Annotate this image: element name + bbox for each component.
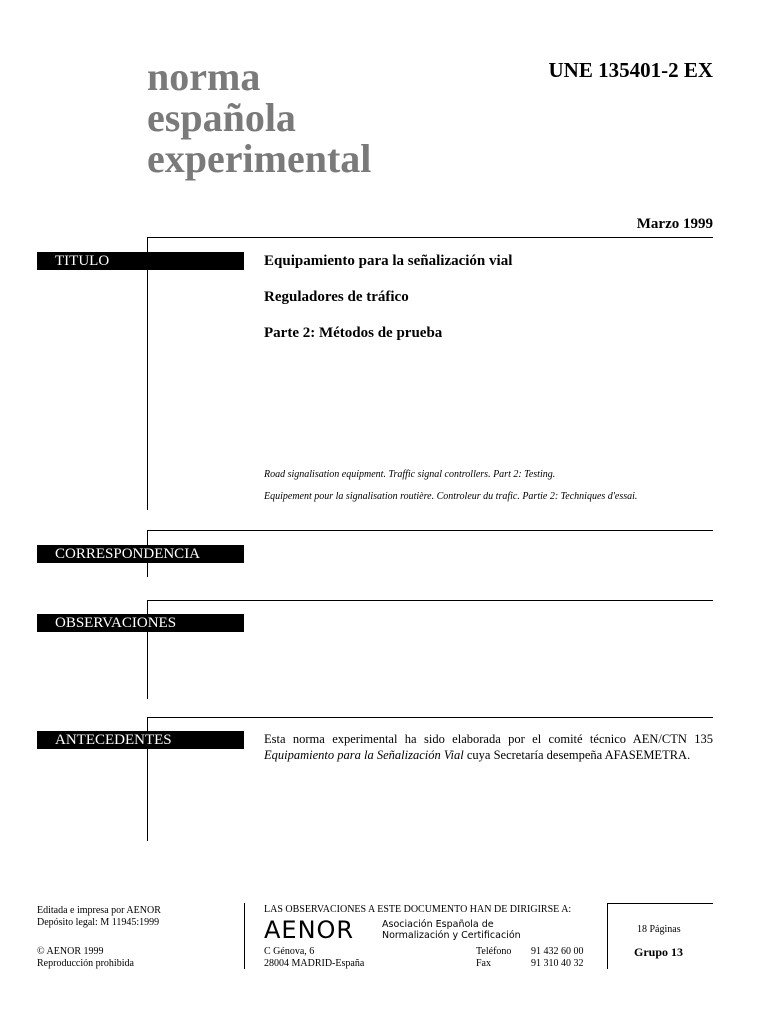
fax-number: 91 310 40 32 — [531, 958, 584, 969]
title-line-1: Equipamiento para la señalización vial — [264, 253, 513, 269]
price-group: Grupo 13 — [634, 945, 684, 959]
copyright: © AENOR 1999 — [37, 946, 104, 957]
brand-line: norma — [147, 54, 261, 99]
standard-code: UNE 135401-2 EX — [548, 58, 713, 82]
address-line-2: 28004 MADRID-España — [264, 958, 365, 969]
reproduction-notice: Reproducción prohibida — [37, 958, 134, 969]
antecedentes-text-post: cuya Secretaría desempeña AFASEMETRA. — [463, 748, 691, 762]
brand-line: española — [147, 95, 296, 140]
address-line-1: C Génova, 6 — [264, 946, 315, 957]
title-line-2: Reguladores de tráfico — [264, 289, 409, 305]
legal-deposit: Depósito legal: M 11945:1999 — [37, 917, 160, 928]
publication-date: Marzo 1999 — [636, 216, 713, 232]
phone-number: 91 432 60 00 — [531, 946, 584, 957]
label-titulo: TITULO — [37, 252, 244, 270]
aenor-name-line: Normalización y Certificación — [382, 930, 521, 941]
antecedentes-text — [264, 731, 713, 763]
section-divider — [147, 530, 713, 531]
section-divider — [147, 717, 713, 718]
footer-divider — [607, 903, 608, 969]
antecedentes-text-pre: Esta norma experimental ha sido elaborada por el comité técnico AEN/CTN 135 — [264, 732, 713, 746]
aenor-name-line: Asociación Española de — [382, 919, 494, 930]
page-count: 18 Páginas — [637, 924, 681, 935]
section-vertical-rule — [147, 237, 148, 510]
title-translation-fr: Equipement pour la signalisation routière. Controleur du trafic. Partie 2: Techniques d'essai. — [264, 491, 638, 502]
title-line-3: Parte 2: Métodos de prueba — [264, 325, 443, 341]
committee-name: Equipamiento para la Señalización Vial — [264, 748, 464, 762]
label-observaciones: OBSERVACIONES — [37, 614, 244, 632]
observations-note: LAS OBSERVACIONES A ESTE DOCUMENTO HAN DE DIRIGIRSE A: — [264, 904, 572, 915]
section-divider — [147, 237, 713, 238]
aenor-full-name — [382, 919, 521, 941]
phone-label: Teléfono — [476, 946, 512, 957]
footer-top-rule — [607, 903, 713, 904]
brand-line: experimental — [147, 136, 372, 181]
label-antecedentes: ANTECEDENTES — [37, 731, 244, 749]
document-type-heading — [147, 56, 371, 179]
section-divider — [147, 600, 713, 601]
fax-label: Fax — [476, 958, 491, 969]
label-correspondencia: CORRESPONDENCIA — [37, 545, 244, 563]
aenor-logo: AENOR — [264, 916, 355, 944]
edited-by: Editada e impresa por AENOR — [37, 905, 161, 916]
title-translation-en: Road signalisation equipment. Traffic signal controllers. Part 2: Testing. — [264, 469, 556, 480]
footer-divider — [244, 903, 245, 969]
